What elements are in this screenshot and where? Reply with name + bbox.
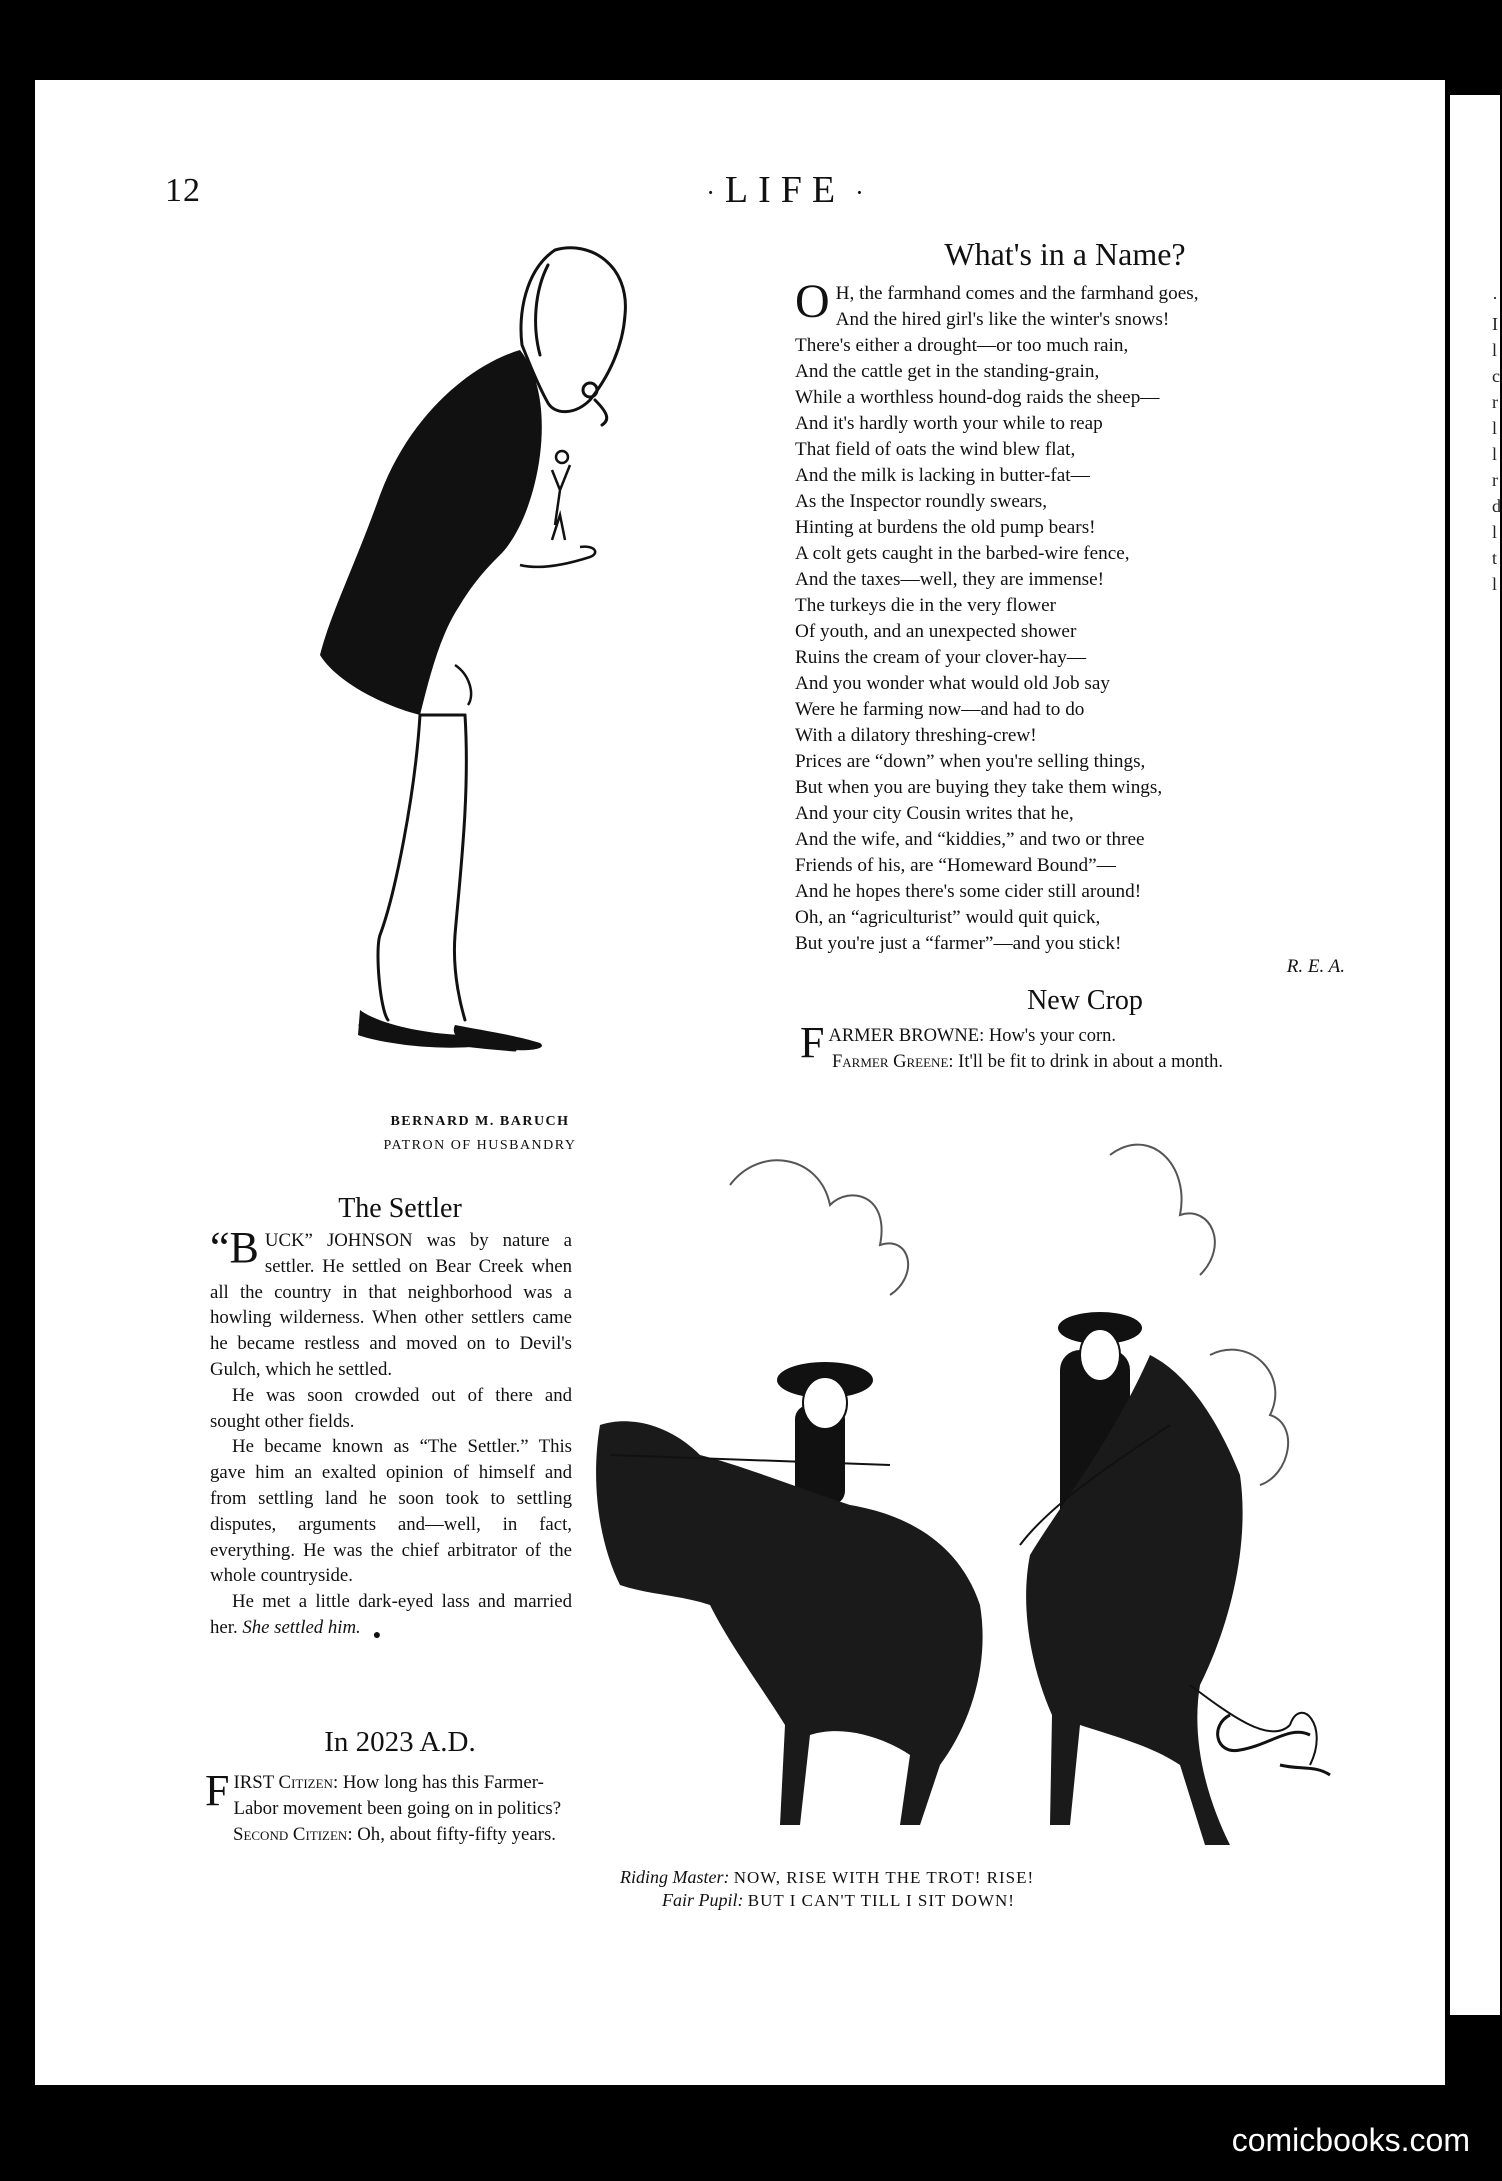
watermark: comicbooks.com [1231,2122,1470,2158]
page-number: 12 [165,172,201,209]
poem-line: And you wonder what would old Job say [795,673,1110,694]
new-crop-title: New Crop [1027,985,1143,1016]
horse-riders-illustration [590,1125,1340,1855]
poem-line: Of youth, and an unexpected shower [795,621,1077,642]
poem-line: Ruins the cream of your clover-hay— [795,647,1087,668]
poem-line: With a dilatory threshing-crew! [795,725,1037,746]
end-mark: ● [372,1627,382,1643]
poem-title: What's in a Name? [944,236,1186,272]
new-crop-speaker-2: Farmer Greene [832,1052,949,1072]
year-2023-line-2: : Oh, about fifty-fifty years. [347,1823,556,1845]
horse-caption-speaker-2: Fair Pupil: [662,1890,744,1910]
year-2023-line-1: : How long has this Farmer-Labor movement been going on in politics? [233,1772,562,1819]
poem-line: As the Inspector roundly swears, [795,491,1048,512]
settler-punchline: She settled him. [242,1616,361,1638]
poem-line: Prices are “down” when you're selling things, [795,751,1146,772]
year-2023-dropcap: F [205,1766,230,1815]
year-2023-speaker-1: IRST Citizen [233,1772,333,1793]
poem-line: But you're just a “farmer”—and you stick! [795,933,1122,954]
settler-paragraph: He became known as “The Settler.” This gave him an exalted opinion of himself and from settling land he soon took to settling disputes, arguments and—well, in fact, everything. He was the chief arbitrator of the whole countryside. [210,1436,572,1587]
poem-line: A colt gets caught in the barbed-wire fence, [795,543,1130,564]
poem-body [795,275,1340,957]
poem-line: Oh, an “agriculturist” would quit quick, [795,907,1101,928]
poem-line: H, the farmhand comes and the farmhand goes, [835,283,1199,304]
settler-dropcap: “B [210,1223,259,1272]
horse-caption-line-1: NOW, RISE WITH THE TROT! RISE! [733,1868,1035,1887]
settler-paragraph: He met a little dark-eyed lass and married her. [210,1591,572,1638]
new-crop-line-2: : It'll be fit to drink in about a month. [948,1052,1224,1072]
poem-line: And the wife, and “kiddies,” and two or three [795,829,1145,850]
new-crop-speaker-1: ARMER BROWNE [828,1026,980,1046]
year-2023-title: In 2023 A.D. [324,1726,476,1758]
poem-line: The turkeys die in the very flower [795,595,1057,616]
settler-body [210,1223,572,1649]
poem-line: Were he farming now—and had to do [795,699,1085,720]
adjacent-page-edge [1450,95,1500,2015]
poem-line: And your city Cousin writes that he, [795,803,1074,824]
new-crop-dropcap: F [800,1018,825,1067]
poem-line: And he hopes there's some cider still around! [795,881,1142,902]
poem-line: And the cattle get in the standing-grain, [795,361,1100,382]
new-crop-body [800,1018,1360,1075]
settler-paragraph: He was soon crowded out of there and sought other fields. [210,1384,572,1432]
poem-line: And the milk is lacking in butter-fat— [795,465,1090,486]
masthead-dot: · [706,178,715,208]
year-2023-speaker-2: Second Citizen [233,1823,348,1845]
poem-line: And the hired girl's like the winter's snows! [835,309,1170,330]
settler-title: The Settler [338,1193,462,1224]
caricature-subtitle: PATRON OF HUSBANDRY [383,1138,577,1153]
year-2023-body [205,1766,575,1847]
new-crop-line-1: : How's your corn. [979,1026,1116,1046]
poem-initials: R. E. A. [1286,956,1345,977]
poem-dropcap: O [795,275,830,328]
poem-line: Hinting at burdens the old pump bears! [795,517,1096,538]
horse-caption-line-2: BUT I CAN'T TILL I SIT DOWN! [747,1891,1015,1910]
adjacent-page-text: · I l c r l l r d l t l [1492,288,1501,594]
settler-paragraph: UCK” JOHNSON was by nature a settler. He settled on Bear Creek when all the country in that neighborhood was a howling wilderness. When other settlers came he became restless and moved on to Devil's Gulch, which he settled. [210,1230,572,1380]
poem-line: But when you are buying they take them wings, [795,777,1163,798]
horse-caption [620,1866,1180,1912]
poem-line: That field of oats the wind blew flat, [795,439,1076,460]
horse-caption-speaker-1: Riding Master: [620,1867,730,1887]
masthead-title: LIFE [724,169,846,211]
poem-line: There's either a drought—or too much rain, [795,335,1129,356]
caricature-illustration [290,235,610,1075]
masthead [655,168,915,212]
poem-line: And the taxes—well, they are immense! [795,569,1105,590]
caricature-name: BERNARD M. BARUCH [390,1114,570,1129]
poem-line: Friends of his, are “Homeward Bound”— [795,855,1116,876]
caricature-caption [330,1110,630,1158]
poem-line: And it's hardly worth your while to reap [795,413,1103,434]
masthead-dot: · [855,178,864,208]
poem-line: While a worthless hound-dog raids the sheep— [795,387,1160,408]
